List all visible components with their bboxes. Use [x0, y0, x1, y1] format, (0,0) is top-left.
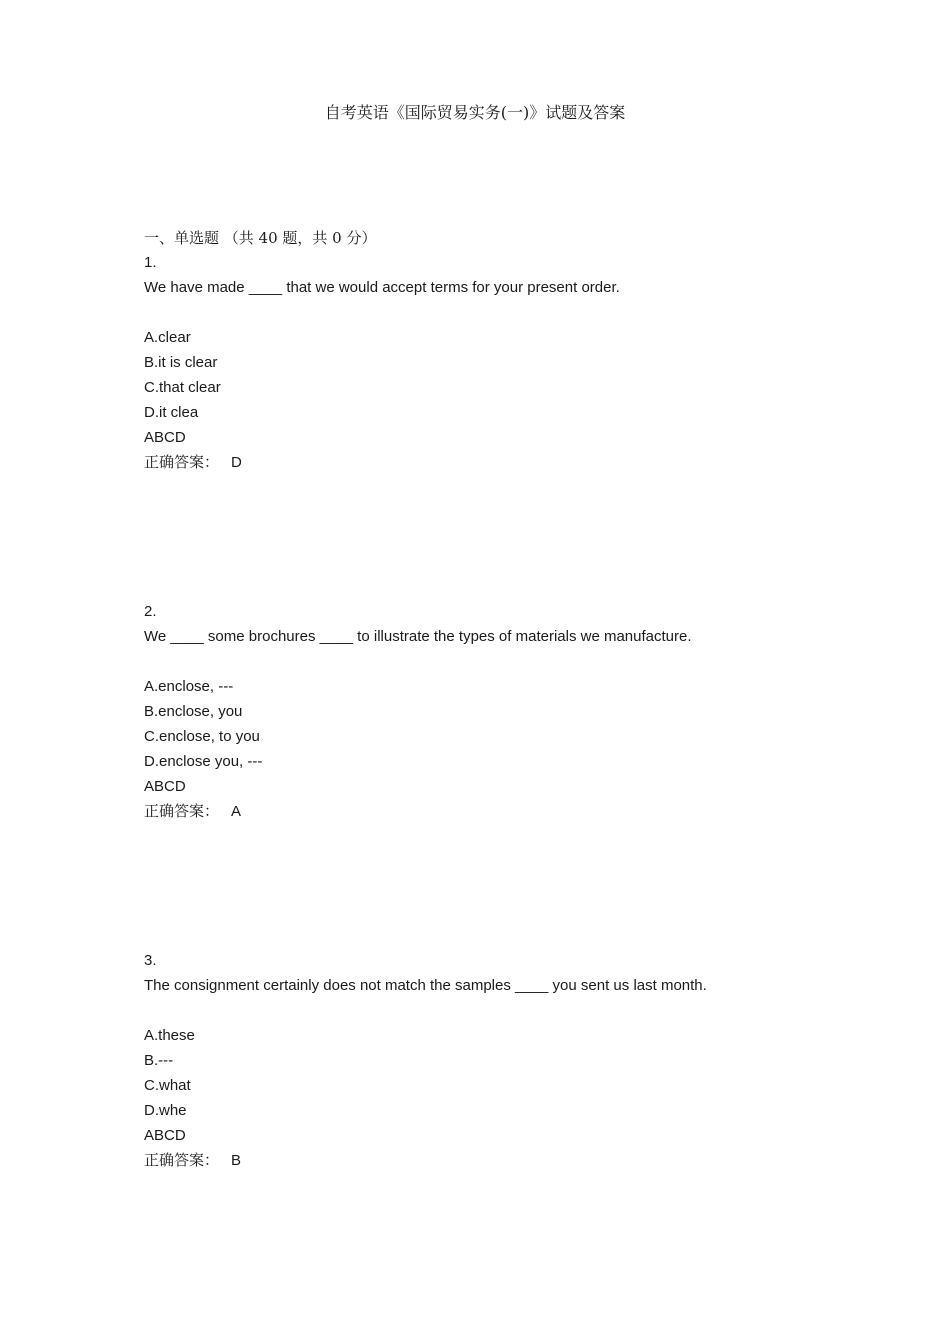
choice-letters: ABCD — [144, 778, 186, 795]
option-c: C.that clear — [144, 379, 221, 396]
choice-letters: ABCD — [144, 1127, 186, 1144]
option-a: A.enclose, --- — [144, 678, 234, 695]
answer-value: A — [231, 803, 242, 820]
option-d: D.whe — [144, 1102, 187, 1119]
section-heading: 一、单选题 （共 40 题，共 0 分） — [144, 229, 377, 247]
question-3 — [144, 948, 824, 1173]
question-text: We have made ____ that we would accept terms for your present order. — [144, 279, 620, 296]
document-title: 自考英语《国际贸易实务(一)》试题及答案 — [324, 103, 626, 122]
question-text: The consignment certainly does not match the samples ____ you sent us last month. — [144, 977, 707, 994]
question-number: 2. — [144, 603, 157, 620]
question-text: We ____ some brochures ____ to illustrate the types of materials we manufacture. — [144, 628, 692, 645]
spacer — [144, 300, 824, 325]
answer-value: D — [231, 454, 242, 471]
option-b: B.it is clear — [144, 354, 218, 371]
answer-value: B — [231, 1152, 242, 1169]
question-number: 3. — [144, 952, 157, 969]
correct-answer — [144, 799, 824, 824]
spacer — [144, 998, 824, 1023]
option-d: D.it clea — [144, 404, 199, 421]
option-c: C.what — [144, 1077, 191, 1094]
answer-label: 正确答案： — [144, 453, 220, 471]
spacer — [144, 649, 824, 674]
option-b: B.--- — [144, 1052, 174, 1069]
correct-answer — [144, 450, 824, 475]
question-1 — [144, 250, 824, 475]
option-b: B.enclose, you — [144, 703, 243, 720]
choice-letters: ABCD — [144, 429, 186, 446]
answer-label: 正确答案： — [144, 1151, 220, 1169]
question-2 — [144, 599, 824, 824]
option-a: A.these — [144, 1027, 195, 1044]
option-c: C.enclose, to you — [144, 728, 260, 745]
option-d: D.enclose you, --- — [144, 753, 263, 770]
option-a: A.clear — [144, 329, 191, 346]
answer-label: 正确答案： — [144, 802, 220, 820]
question-number: 1. — [144, 254, 157, 271]
correct-answer — [144, 1148, 824, 1173]
